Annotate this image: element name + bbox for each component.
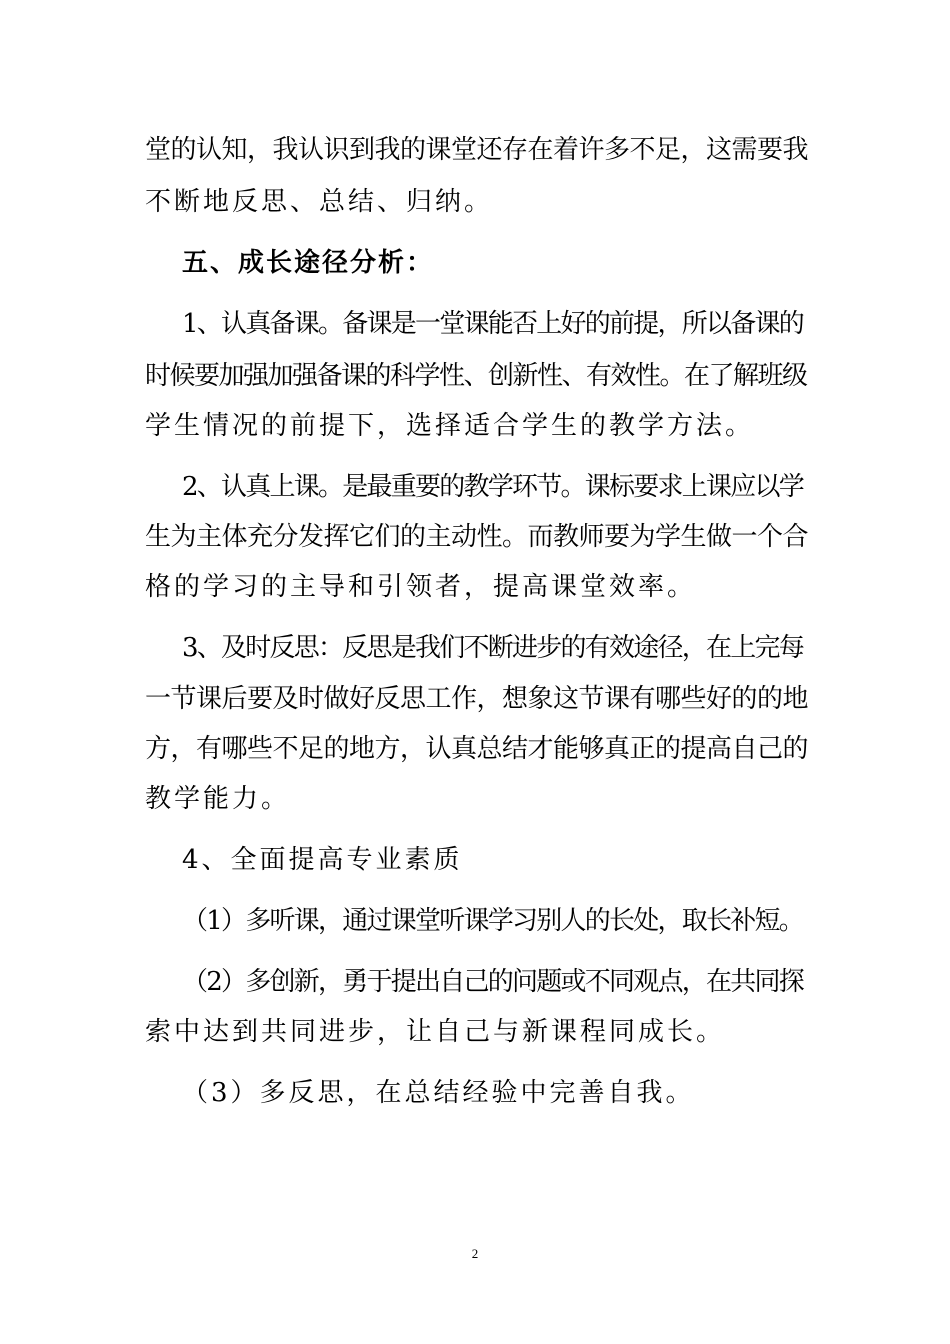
item-2-line-3: 格的学习的主导和引领者，提高课堂效率。 bbox=[145, 572, 697, 602]
item-2-line-2: 生为主体充分发挥它们的主动性。而教师要为学生做一个合 bbox=[145, 522, 809, 552]
item-3-line-2: 一节课后要及时做好反思工作，想象这节课有哪些好的的地 bbox=[145, 684, 809, 714]
subitem-2-line-2: 索中达到共同进步，让自己与新课程同成长。 bbox=[145, 1017, 726, 1047]
subitem-2-line-1: （2）多创新，勇于提出自己的问题或不同观点，在共同探 bbox=[182, 967, 804, 997]
item-1-line-2: 时候要加强加强备课的科学性、创新性、有效性。在了解班级 bbox=[145, 361, 807, 391]
section-heading: 五、成长途径分析： bbox=[182, 248, 435, 278]
subitem-3-line-1: （3）多反思，在总结经验中完善自我。 bbox=[182, 1078, 695, 1108]
item-3-line-3: 方，有哪些不足的地方，认真总结才能够真正的提高自己的 bbox=[145, 734, 809, 764]
paragraph-line-continuation-2: 不断地反思、总结、归纳。 bbox=[145, 187, 494, 217]
item-2-line-1: 2、认真上课。是最重要的教学环节。课标要求上课应以学 bbox=[182, 472, 804, 502]
page-number: 2 bbox=[471, 1246, 479, 1261]
item-1-line-3: 学生情况的前提下，选择适合学生的教学方法。 bbox=[145, 411, 755, 441]
item-3-line-4: 教学能力。 bbox=[145, 784, 291, 814]
item-1-line-1: 1、认真备课。备课是一堂课能否上好的前提，所以备课的 bbox=[182, 309, 804, 339]
item-3-line-1: 3、及时反思：反思是我们不断进步的有效途径，在上完每 bbox=[182, 633, 804, 663]
item-4-heading: 4、全面提高专业素质 bbox=[182, 845, 463, 875]
subitem-1-line-1: （1）多听课，通过课堂听课学习别人的长处，取长补短。 bbox=[182, 906, 804, 936]
paragraph-line-continuation-1: 堂的认知，我认识到我的课堂还存在着许多不足，这需要我 bbox=[145, 135, 809, 165]
